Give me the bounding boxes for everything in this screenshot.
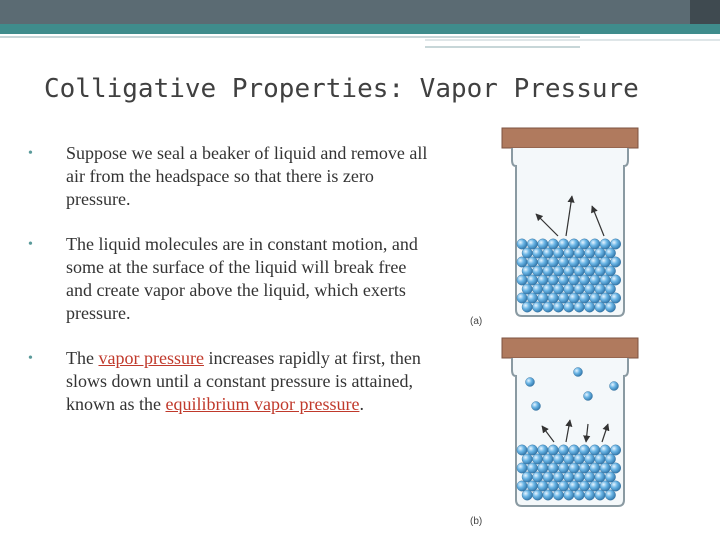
- molecule-icon: [532, 266, 542, 276]
- molecule-icon: [558, 275, 568, 285]
- molecule-icon: [517, 445, 527, 455]
- molecule-icon: [538, 239, 548, 249]
- molecule-icon: [610, 293, 620, 303]
- molecule-icon: [579, 293, 589, 303]
- molecule-icon: [548, 481, 558, 491]
- molecule-icon: [522, 302, 532, 312]
- molecule-icon: [548, 445, 558, 455]
- equilibrium-vapor-pressure-link[interactable]: equilibrium vapor pressure: [165, 394, 360, 414]
- molecule-icon: [600, 293, 610, 303]
- molecule-icon: [595, 266, 605, 276]
- molecule-icon: [584, 248, 594, 258]
- molecule-icon: [538, 293, 548, 303]
- bullet-item: [28, 347, 428, 416]
- header-corner: [690, 0, 720, 24]
- molecule-icon: [600, 239, 610, 249]
- molecule-icon: [564, 302, 574, 312]
- molecule-icon: [543, 248, 553, 258]
- bullet-dot: •: [28, 237, 33, 252]
- molecule-icon: [527, 445, 537, 455]
- molecule-icon: [600, 463, 610, 473]
- molecule-icon: [584, 490, 594, 500]
- cork-a-icon: [502, 128, 638, 148]
- molecule-icon: [574, 302, 584, 312]
- molecule-icon: [527, 481, 537, 491]
- molecule-icon: [548, 463, 558, 473]
- molecule-icon: [553, 284, 563, 294]
- molecule-icon: [558, 463, 568, 473]
- vapor-molecule-icon: [532, 402, 541, 411]
- molecule-icon: [590, 445, 600, 455]
- beaker-a: [502, 128, 638, 316]
- bullet-list: [28, 142, 428, 416]
- molecule-icon: [590, 463, 600, 473]
- molecule-icon: [532, 302, 542, 312]
- molecule-icon: [605, 248, 615, 258]
- molecule-icon: [538, 445, 548, 455]
- bullet-item: [28, 142, 428, 211]
- bullet-text: The liquid molecules are in constant motion, and some at the surface of the liquid will break free and create vapor above the liquid, which exerts pressure.: [66, 234, 418, 323]
- molecule-icon: [522, 472, 532, 482]
- molecule-icon: [553, 302, 563, 312]
- molecule-icon: [538, 463, 548, 473]
- molecule-icon: [584, 454, 594, 464]
- bullet-dot: •: [28, 351, 33, 366]
- molecule-icon: [543, 302, 553, 312]
- molecule-icon: [532, 454, 542, 464]
- molecule-icon: [558, 481, 568, 491]
- vapor-pressure-figure: [462, 124, 712, 534]
- molecule-icon: [590, 293, 600, 303]
- divider-line: [425, 46, 580, 48]
- vapor-molecule-icon: [526, 378, 535, 387]
- vapor-molecule-icon: [584, 392, 593, 401]
- divider-line: [0, 36, 580, 38]
- bullet-dot: •: [28, 146, 33, 161]
- molecule-icon: [527, 257, 537, 267]
- molecule-icon: [574, 472, 584, 482]
- molecule-icon: [584, 266, 594, 276]
- molecule-icon: [605, 454, 615, 464]
- molecule-icon: [610, 445, 620, 455]
- molecule-icon: [553, 472, 563, 482]
- divider-line: [425, 39, 720, 41]
- molecule-icon: [610, 481, 620, 491]
- molecule-icon: [574, 266, 584, 276]
- molecule-icon: [574, 284, 584, 294]
- molecule-icon: [595, 284, 605, 294]
- molecule-icon: [517, 463, 527, 473]
- molecule-icon: [564, 454, 574, 464]
- molecule-icon: [553, 248, 563, 258]
- molecule-icon: [564, 490, 574, 500]
- molecule-icon: [543, 454, 553, 464]
- molecule-icon: [564, 248, 574, 258]
- bullet-text-post: .: [359, 394, 364, 414]
- molecule-icon: [595, 490, 605, 500]
- molecule-icon: [579, 275, 589, 285]
- molecule-icon: [548, 257, 558, 267]
- molecule-icon: [532, 472, 542, 482]
- molecule-icon: [590, 481, 600, 491]
- molecule-icon: [558, 239, 568, 249]
- molecule-icon: [564, 284, 574, 294]
- molecule-icon: [548, 239, 558, 249]
- header-bar: [0, 0, 720, 24]
- molecule-icon: [574, 454, 584, 464]
- molecule-icon: [574, 490, 584, 500]
- molecule-icon: [532, 490, 542, 500]
- molecule-icon: [610, 239, 620, 249]
- molecule-icon: [553, 490, 563, 500]
- accent-band: [0, 24, 720, 34]
- molecule-icon: [600, 257, 610, 267]
- molecule-icon: [569, 293, 579, 303]
- molecule-icon: [590, 239, 600, 249]
- molecule-icon: [543, 472, 553, 482]
- molecule-icon: [553, 454, 563, 464]
- molecule-icon: [532, 248, 542, 258]
- molecule-icon: [558, 257, 568, 267]
- molecule-icon: [600, 445, 610, 455]
- molecule-icon: [517, 275, 527, 285]
- bullet-text: Suppose we seal a beaker of liquid and remove all air from the headspace so that there is zero pressure.: [66, 143, 428, 209]
- molecule-icon: [569, 481, 579, 491]
- molecule-icon: [595, 472, 605, 482]
- figure-label-b: (b): [470, 516, 483, 527]
- molecule-icon: [574, 248, 584, 258]
- molecule-icon: [605, 302, 615, 312]
- molecule-icon: [605, 472, 615, 482]
- cork-b-icon: [502, 338, 638, 358]
- molecule-icon: [553, 266, 563, 276]
- molecule-icon: [595, 302, 605, 312]
- molecule-icon: [548, 293, 558, 303]
- slide-title: Colligative Properties: Vapor Pressure: [44, 74, 639, 104]
- molecule-icon: [600, 275, 610, 285]
- molecule-icon: [579, 257, 589, 267]
- molecule-icon: [569, 257, 579, 267]
- molecule-icon: [517, 257, 527, 267]
- bullet-text-pre: The: [66, 348, 99, 368]
- molecule-icon: [543, 284, 553, 294]
- molecule-icon: [569, 239, 579, 249]
- molecule-icon: [579, 481, 589, 491]
- beaker-b: [502, 338, 638, 506]
- molecule-icon: [522, 490, 532, 500]
- molecule-icon: [600, 481, 610, 491]
- molecule-icon: [532, 284, 542, 294]
- molecule-icon: [543, 490, 553, 500]
- molecule-icon: [595, 248, 605, 258]
- vapor-molecule-icon: [610, 382, 619, 391]
- vapor-pressure-link[interactable]: vapor pressure: [98, 348, 204, 368]
- molecule-icon: [595, 454, 605, 464]
- molecule-icon: [517, 239, 527, 249]
- molecule-icon: [538, 257, 548, 267]
- bullet-text-mid: increases rapidly at first, then slows down until a constant pressure is attained, known as the: [66, 348, 421, 414]
- molecule-icon: [527, 275, 537, 285]
- molecule-icon: [569, 463, 579, 473]
- molecule-icon: [610, 275, 620, 285]
- vapor-molecule-icon: [574, 368, 583, 377]
- molecule-icon: [527, 293, 537, 303]
- molecule-icon: [558, 293, 568, 303]
- molecule-icon: [522, 248, 532, 258]
- molecule-icon: [584, 472, 594, 482]
- molecule-icon: [517, 481, 527, 491]
- molecule-icon: [522, 454, 532, 464]
- molecule-icon: [569, 275, 579, 285]
- molecule-icon: [522, 266, 532, 276]
- molecule-icon: [579, 445, 589, 455]
- figure-label-a: (a): [470, 316, 483, 327]
- molecule-icon: [558, 445, 568, 455]
- molecule-icon: [610, 257, 620, 267]
- molecule-icon: [605, 266, 615, 276]
- molecule-icon: [605, 490, 615, 500]
- molecule-icon: [527, 239, 537, 249]
- molecule-icon: [569, 445, 579, 455]
- bullet-item: [28, 233, 428, 325]
- molecule-icon: [605, 284, 615, 294]
- molecule-icon: [538, 275, 548, 285]
- molecule-icon: [590, 257, 600, 267]
- molecule-icon: [584, 302, 594, 312]
- molecule-icon: [543, 266, 553, 276]
- molecule-icon: [522, 284, 532, 294]
- molecule-icon: [590, 275, 600, 285]
- molecule-icon: [584, 284, 594, 294]
- molecule-icon: [517, 293, 527, 303]
- molecule-icon: [564, 266, 574, 276]
- molecule-icon: [579, 239, 589, 249]
- molecule-icon: [579, 463, 589, 473]
- molecule-icon: [610, 463, 620, 473]
- molecule-icon: [564, 472, 574, 482]
- molecule-icon: [538, 481, 548, 491]
- molecule-icon: [527, 463, 537, 473]
- molecule-icon: [548, 275, 558, 285]
